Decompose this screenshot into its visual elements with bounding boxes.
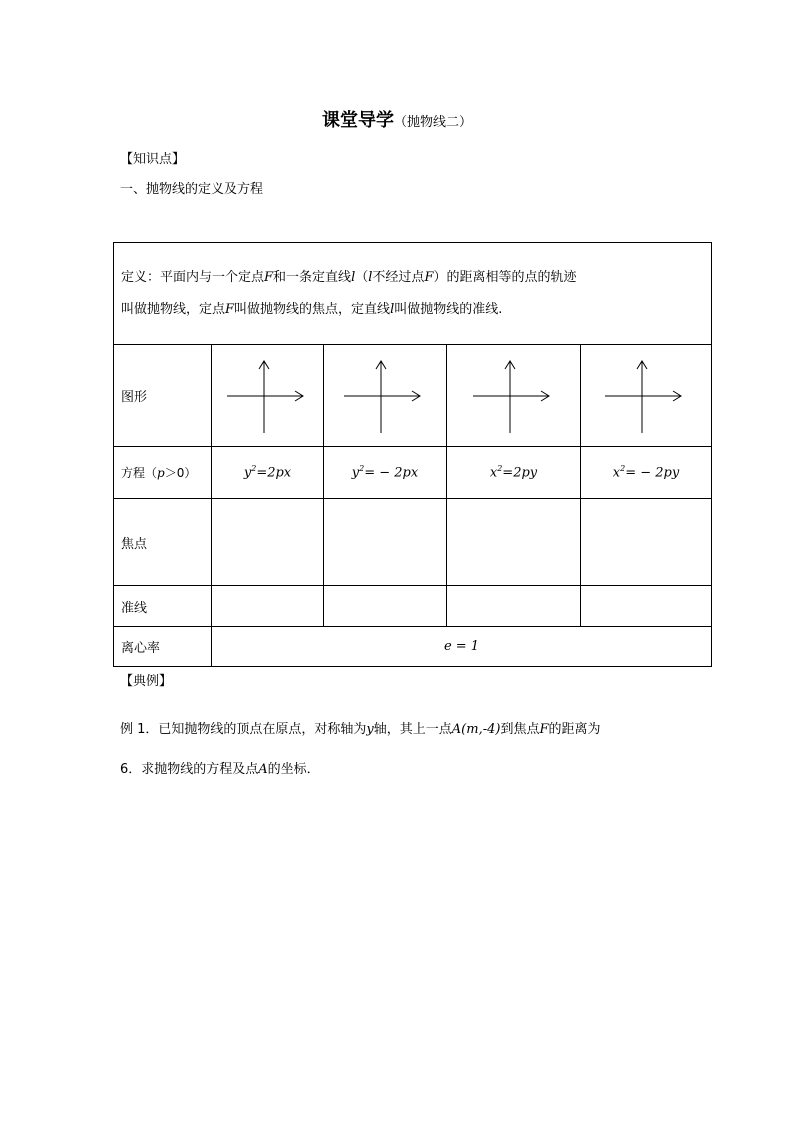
eccentricity-label: 离心率 bbox=[114, 627, 212, 667]
figure-cell-1 bbox=[212, 345, 324, 447]
focus-cell-4 bbox=[581, 499, 712, 586]
directrix-cell-1 bbox=[212, 586, 324, 627]
eccentricity-row bbox=[114, 627, 712, 667]
figure-label: 图形 bbox=[114, 345, 212, 447]
axes-icon bbox=[344, 357, 426, 435]
example-line-2: 6．求抛物线的方程及点A的坐标． bbox=[120, 762, 320, 777]
section-knowledge: 【知识点】 bbox=[120, 152, 186, 167]
definition-line-2: 叫做抛物线，定点F叫做抛物线的焦点，定直线l叫做抛物线的准线. bbox=[121, 301, 503, 317]
definition-row bbox=[114, 243, 712, 345]
focus-cell-2 bbox=[324, 499, 447, 586]
figure-cell-4 bbox=[581, 345, 712, 447]
equation-row bbox=[114, 447, 712, 499]
axes-icon bbox=[227, 357, 309, 435]
title-sub: （抛物线二） bbox=[393, 115, 472, 130]
title-main: 课堂导学 bbox=[321, 110, 394, 131]
directrix-row bbox=[114, 586, 712, 627]
equation-1: $y^2=2px$ bbox=[212, 447, 324, 499]
eccentricity-value: e = 1 bbox=[212, 627, 712, 667]
equation-3: $x^2=2py$ bbox=[447, 447, 581, 499]
directrix-cell-2 bbox=[324, 586, 447, 627]
section-examples: 【典例】 bbox=[120, 674, 173, 689]
focus-row bbox=[114, 499, 712, 586]
figure-row bbox=[114, 345, 712, 447]
definition-line-1: 定义：平面内与一个定点F和一条定直线l（l不经过点F）的距离相等的点的轨迹 bbox=[121, 269, 577, 285]
section-heading: 一、抛物线的定义及方程 bbox=[120, 182, 264, 197]
focus-cell-1 bbox=[212, 499, 324, 586]
equation-label: 方程（p＞0） bbox=[114, 447, 212, 499]
axes-icon bbox=[473, 357, 555, 435]
definition-cell bbox=[114, 243, 712, 345]
directrix-cell-4 bbox=[581, 586, 712, 627]
figure-cell-3 bbox=[447, 345, 581, 447]
directrix-cell-3 bbox=[447, 586, 581, 627]
parabola-table bbox=[113, 242, 712, 667]
axes-icon bbox=[605, 357, 687, 435]
focus-label: 焦点 bbox=[114, 499, 212, 586]
directrix-label: 准线 bbox=[114, 586, 212, 627]
equation-2: $y^2= - 2px$ bbox=[324, 447, 447, 499]
page-title bbox=[0, 106, 794, 132]
focus-cell-3 bbox=[447, 499, 581, 586]
figure-cell-2 bbox=[324, 345, 447, 447]
equation-4: $x^2= - 2py$ bbox=[581, 447, 712, 499]
example-line-1: 例 1．已知抛物线的顶点在原点，对称轴为y轴，其上一点A(m,-4)到焦点F的距离为 bbox=[120, 722, 601, 737]
